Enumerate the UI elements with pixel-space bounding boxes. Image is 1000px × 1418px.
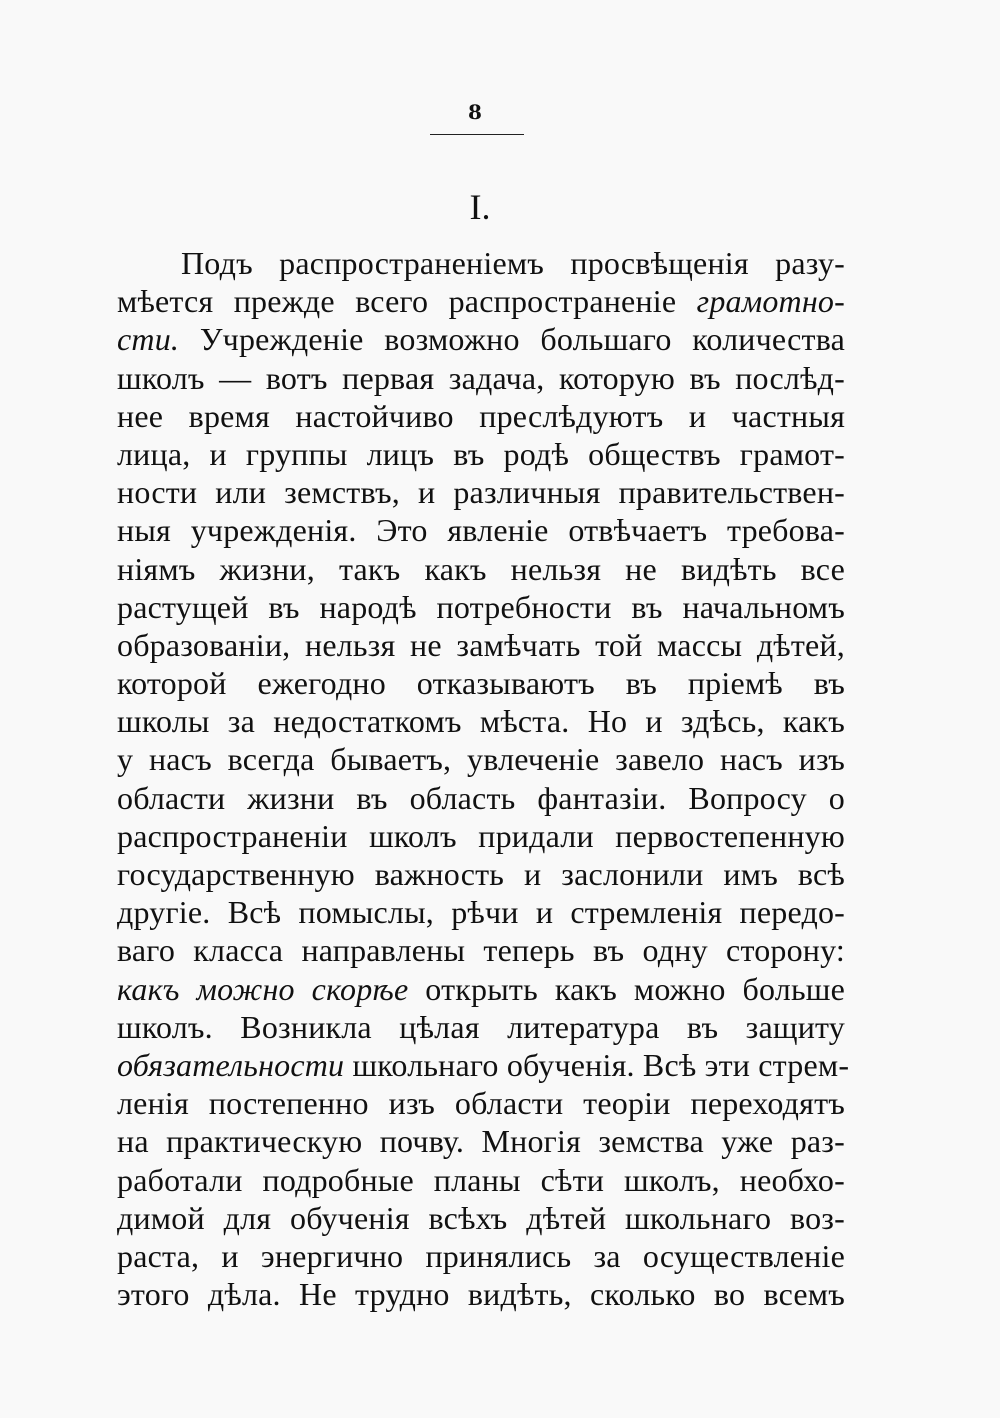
text-segment: димой для обученiя всѣхъ дѣтей школьнаго воз- — [117, 1199, 845, 1236]
italic-emphasis: какъ можно скорѣе — [117, 970, 409, 1007]
text-segment: школъ. Возникла цѣлая литература въ защиту — [117, 1008, 845, 1045]
text-segment: работали подробные планы сѣти школъ, необхо- — [117, 1161, 845, 1198]
text-line — [117, 1122, 845, 1160]
text-segment: Учрежденiе возможно большаго количества — [179, 321, 845, 358]
text-segment: ныя учрежденiя. Это явленiе отвѣчаетъ требова- — [117, 512, 845, 549]
text-segment: области жизни въ область фантазiи. Вопросу о — [117, 779, 845, 816]
page-number: 8 — [468, 100, 482, 124]
text-segment: государственную важность и заслонили имъ всѣ — [117, 856, 845, 892]
text-line — [117, 702, 845, 740]
text-segment: растущей въ народѣ потребности въ начальномъ — [117, 588, 845, 625]
text-line — [117, 664, 845, 702]
text-line — [117, 626, 845, 664]
text-segment: другiе. Всѣ помыслы, рѣчи и стремленiя передо- — [117, 894, 845, 931]
text-segment: ленiя постепенно изъ области теорiи переходятъ — [117, 1085, 845, 1122]
text-line — [117, 1161, 845, 1199]
text-segment: школы за недостаткомъ мѣста. Но и здѣсь, какъ — [117, 703, 845, 740]
text-segment: лица, и группы лицъ въ родѣ обществъ грамот- — [117, 435, 845, 472]
text-line — [117, 550, 845, 588]
text-segment: школъ — вотъ первая задача, которую въ послѣд- — [117, 359, 845, 396]
text-segment: раста, и энергично принялись за осуществленiе — [117, 1237, 845, 1274]
header-rule — [430, 134, 524, 135]
text-line — [117, 435, 845, 473]
text-line — [117, 1084, 845, 1122]
text-line — [117, 282, 845, 320]
text-line — [117, 855, 845, 893]
text-segment: ности или земствъ, и различныя правительствен- — [117, 474, 845, 511]
text-segment: этого дѣла. Не трудно видѣть, сколько во всемъ — [117, 1276, 845, 1313]
text-line — [117, 931, 845, 969]
text-line — [117, 893, 845, 931]
text-line — [117, 244, 845, 282]
text-segment: у насъ всегда бываетъ, увлеченiе завело насъ изъ — [117, 741, 845, 778]
body-text — [117, 244, 850, 1313]
text-line — [117, 320, 845, 358]
text-line — [117, 1008, 845, 1046]
italic-emphasis: грамотно- — [696, 283, 845, 320]
text-segment: открыть какъ можно больше — [408, 970, 845, 1007]
text-line — [117, 740, 845, 778]
text-segment: образованiи, нельзя не замѣчать той массы дѣтей, — [117, 626, 845, 663]
text-line — [117, 1275, 845, 1313]
text-segment: нiямъ жизни, такъ какъ нельзя не видѣть все — [117, 550, 845, 587]
text-line — [117, 779, 845, 817]
text-segment: Подъ распространенiемъ просвѣщенiя разу- — [181, 245, 845, 281]
text-segment: нее время настойчиво преслѣдуютъ и частныя — [117, 397, 845, 434]
text-line — [117, 359, 845, 397]
chapter-heading: I. — [469, 187, 491, 227]
text-line — [117, 1046, 850, 1084]
text-line — [117, 817, 845, 855]
text-line — [117, 511, 845, 549]
text-segment: школьнаго обученiя. Всѣ эти стрем- — [344, 1046, 850, 1083]
text-segment: которой ежегодно отказываютъ въ прiемѣ въ — [117, 665, 845, 702]
text-segment: распространенiи школъ придали первостепенную — [117, 817, 845, 854]
text-line — [117, 588, 845, 626]
text-segment: ваго класса направлены теперь въ одну сторону: — [117, 932, 845, 969]
text-segment: на практическую почву. Многiя земства уже раз- — [117, 1123, 845, 1160]
italic-emphasis: обязательности — [117, 1046, 345, 1083]
text-line — [117, 1199, 845, 1237]
text-line — [117, 1237, 845, 1275]
text-line — [117, 970, 845, 1008]
text-line — [117, 397, 845, 435]
italic-emphasis: сти. — [117, 321, 180, 358]
text-segment: мѣется прежде всего распространенiе — [117, 283, 697, 320]
text-line — [117, 473, 845, 511]
